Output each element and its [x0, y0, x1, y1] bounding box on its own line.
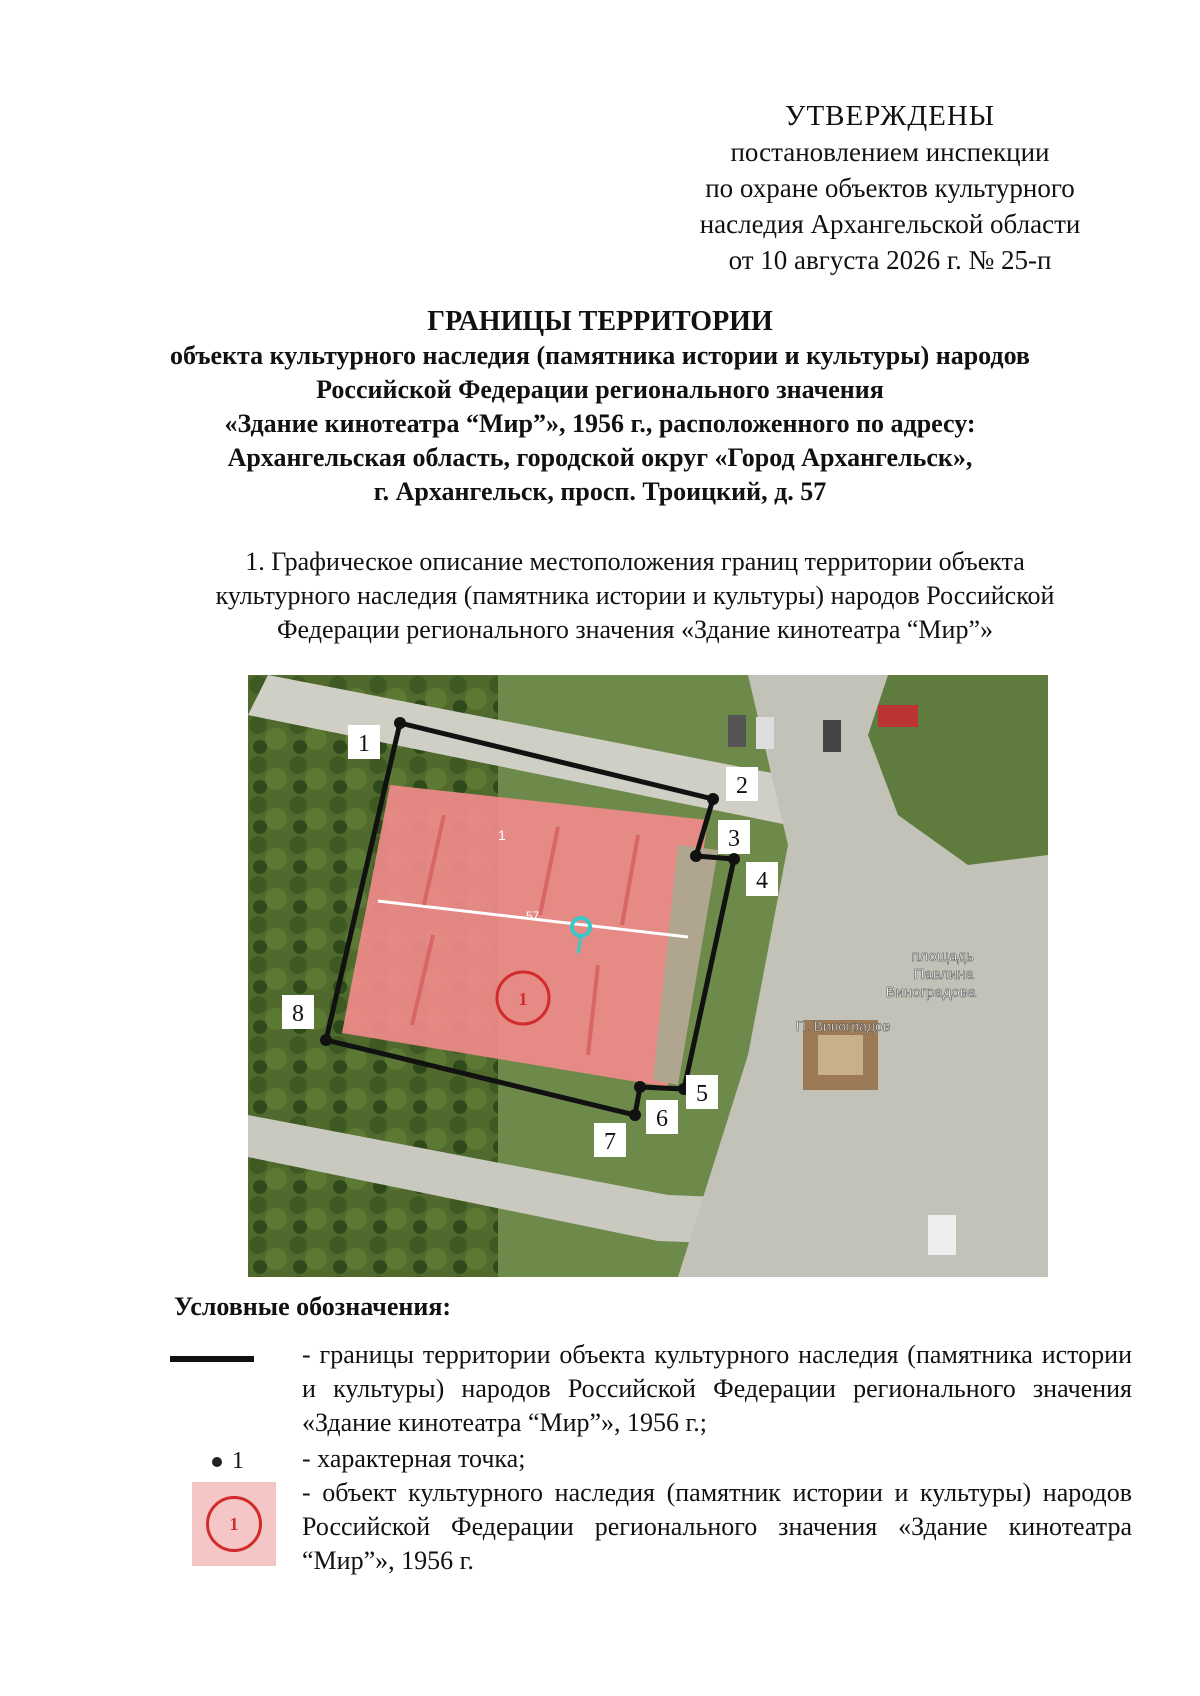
document-title	[130, 305, 1070, 509]
square-label: площадь	[911, 948, 974, 965]
title-line: объекта культурного наследия (памятника истории и культуры) народов	[170, 341, 1030, 370]
square-label: Павлина	[913, 966, 974, 983]
title-line: «Здание кинотеатра “Мир”», 1956 г., расположенного по адресу:	[224, 409, 976, 438]
approval-line: по охране объектов культурного	[705, 173, 1075, 203]
object-symbol	[192, 1482, 276, 1566]
legend-boundary-text: - границы территории объекта культурного наследия (памятника истории и культуры) народов Российской Федерации регионального значения «Здание кинотеатра “Мир”», 1956 г.;	[302, 1340, 1132, 1437]
parked-car	[878, 705, 918, 727]
boundary-point-1	[394, 717, 406, 729]
house-number: 57	[526, 909, 540, 923]
section-line: культурного наследия (памятника истории и культуры) народов Российской	[215, 581, 1055, 610]
point-label-1: 1	[358, 731, 370, 757]
building-roof	[342, 785, 708, 1087]
parked-car	[728, 715, 746, 747]
boundary-point-7	[629, 1109, 641, 1121]
point-label-8: 8	[292, 1001, 304, 1027]
legend-point-text: - характерная точка;	[302, 1444, 526, 1473]
boundary-point-4	[728, 853, 740, 865]
object-symbol-ring: 1	[206, 1496, 262, 1552]
parked-car	[823, 720, 841, 752]
approval-heading: УТВЕРЖДЕНЫ	[784, 100, 996, 132]
boundary-line-symbol	[170, 1356, 254, 1362]
point-symbol-label: 1	[232, 1448, 244, 1474]
point-label-7: 7	[604, 1129, 616, 1155]
boundary-point-8	[320, 1034, 332, 1046]
point-label-2: 2	[736, 773, 748, 799]
legend-object	[170, 1476, 1130, 1586]
legend-object-text: - объект культурного наследия (памятник истории и культуры) народов Российской Федерации регионального значения «Здание кинотеатра “Мир”», 1956 г.	[302, 1478, 1132, 1575]
point-label-4: 4	[756, 868, 768, 894]
roof-number: 1	[498, 827, 506, 843]
section-heading	[170, 545, 1100, 647]
title-heading: ГРАНИЦЫ ТЕРРИТОРИИ	[427, 306, 773, 337]
title-address: г. Архангельск, просп. Троицкий, д. 57	[373, 477, 827, 506]
point-dot-icon	[212, 1457, 222, 1467]
section-line: 1. Графическое описание местоположения границ территории объекта	[245, 547, 1025, 576]
boundary-point-2	[707, 793, 719, 805]
approval-date: от 10 августа 2026 г. № 25-п	[728, 245, 1052, 275]
boundary-point-6	[634, 1081, 646, 1093]
legend-boundary	[170, 1338, 1130, 1448]
map-canvas	[248, 675, 1048, 1277]
parked-van	[928, 1215, 956, 1255]
parked-car	[756, 717, 774, 749]
point-label-5: 5	[696, 1081, 708, 1107]
satellite-map	[248, 675, 1048, 1277]
title-line: Архангельская область, городской округ «Город Архангельск»,	[227, 443, 973, 472]
object-marker-number: 1	[518, 989, 528, 1009]
legend-title: Условные обозначения:	[174, 1292, 452, 1321]
approval-line: наследия Архангельской области	[699, 209, 1081, 239]
section-line: Федерации регионального значения «Здание кинотеатра “Мир”»	[277, 615, 993, 644]
title-line: Российской Федерации регионального значения	[316, 375, 884, 404]
monument-label: П. Виноградов	[795, 1018, 891, 1034]
monument	[818, 1035, 863, 1075]
square-label: Виноградова	[885, 984, 976, 1001]
point-label-6: 6	[656, 1106, 668, 1132]
point-label-3: 3	[728, 826, 740, 852]
approval-block	[660, 98, 1120, 278]
approval-line: постановлением инспекции	[730, 137, 1050, 167]
boundary-point-3	[690, 850, 702, 862]
point-symbol	[212, 1448, 244, 1475]
